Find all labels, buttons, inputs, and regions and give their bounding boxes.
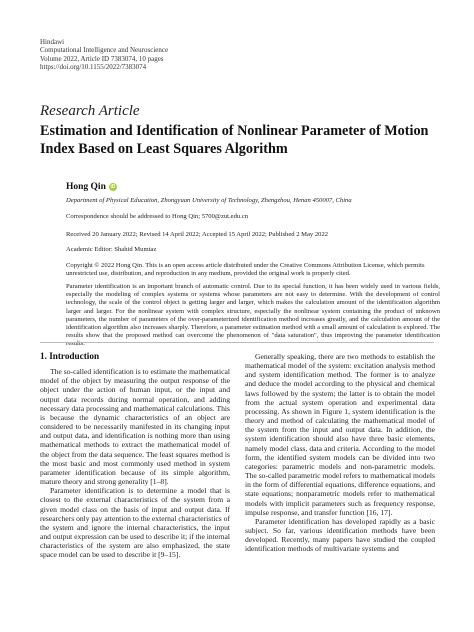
article-title: Estimation and Identification of Nonlinear Parameter of Motion Index Based on Least Squares Algorithm [40,123,429,157]
journal-info [40,38,168,72]
intro-paragraph: Generally speaking, there are two methods to establish the mathematical model of the system: excitation analysis method and system identification method. The former is to analyze and deduce the model according to the physical and chemical laws followed by the system; the latter is to obtain the model from the actual system operation and experimental data processing. As shown in Figure 1, system identification is the theory and method of calculating the mathematical model of the system from the input and output data. In addition, the system identification should also have three basic elements, namely model class, data and criteria. According to the model form, the identified system models can be divided into two categories: parametric models and non-parametric models. The so-called parametric model refers to mathematical models in the form of differential equations, difference equations, and state equations; nonparametric models refer to mathematical models with implicit parameters such as frequency response, impulse response, and transfer function [16, 17]. [245,352,435,517]
section-divider [40,342,434,343]
left-column [40,352,230,559]
intro-paragraph: Parameter identification has developed rapidly as a basic subject. So far, various identification methods have been developed. Recently, many papers have studied the coupled identification methods of multivariate systems and [245,516,435,554]
abstract: Parameter identification is an important branch of automatic control. Due to its special function, it has been widely used in various fields, especially the modeling of complex systems or systems whose parameters are not easy to determine. With the development of control technology, the scale of the control object is getting larger and larger, which makes the calculation amount of the identification algorithm larger and larger. For the nonlinear system with complex structure, especially the nonlinear system containing the product of unknown parameters, the number of parameters of the over-parameterized identification method increases greatly, and the calculation amount of the identification algorithm also increases sharply. Therefore, a parameter estimation method with a small amount of calculation is explored. The results show that the proposed method can overcome the phenomenon of "data saturation", thus improving the parameter identification results. [66,283,440,348]
right-column [245,352,435,553]
academic-editor: Academic Editor: Shahid Mumtaz [66,246,157,253]
journal-name: Computational Intelligence and Neuroscience [40,46,169,55]
volume-line: Volume 2022, Article ID 7383074, 10 pages [40,54,164,63]
doi-link[interactable]: https://doi.org/10.1155/2022/7383074 [40,63,147,72]
author-name: Hong Qin [66,182,106,192]
article-type: Research Article [40,103,140,119]
section-heading-introduction: 1. Introduction [40,351,100,361]
affiliation: Department of Physical Education, Zhongyuan University of Technology, Zhengzhou, Henan 450007, China [66,197,352,204]
copyright-notice: Copyright © 2022 Hong Qin. This is an open access article distributed under the Creative Commons Attribution License, which permits unrestricted use, distribution, and reproduction in any medium, provided the original work is properly cited. [66,262,425,278]
intro-paragraph: Parameter identification is to determine a model that is closest to the external characteristics of the system from a given model class on the basis of input and output data. If researchers only pay attention to the external characteristics of the system and ignore the internal characteristics, the input and output expression can be used to describe it; if the internal characteristics of the system are also emphasized, the state space model can be used to describe it [9–15]. [40,486,230,560]
author-line [66,182,117,192]
correspondence: Correspondence should be addressed to Hong Qin; 5700@zut.edu.cn [66,213,249,220]
orcid-icon[interactable]: iD [110,184,116,190]
article-dates: Received 20 January 2022; Revised 14 April 2022; Accepted 15 April 2022; Published 2 May 2022 [66,231,329,238]
intro-paragraph: The so-called identification is to estimate the mathematical model of the object by measuring the output response of the object under the action of human input, or the input and output data records during normal operation, and adding necessary data processing and mathematical calculations. This is because the dynamic characteristics of an object are considered to be necessarily manifested in its changing input and output data, and identification is nothing more than using mathematical methods to extract the mathematical model of the object from the data sequence. The least squares method is the most basic and most commonly used method in system parameter identification because of its simple algorithm, mature theory and strong generality [1–8]. [40,367,230,487]
publisher-name: Hindawi [40,38,65,46]
